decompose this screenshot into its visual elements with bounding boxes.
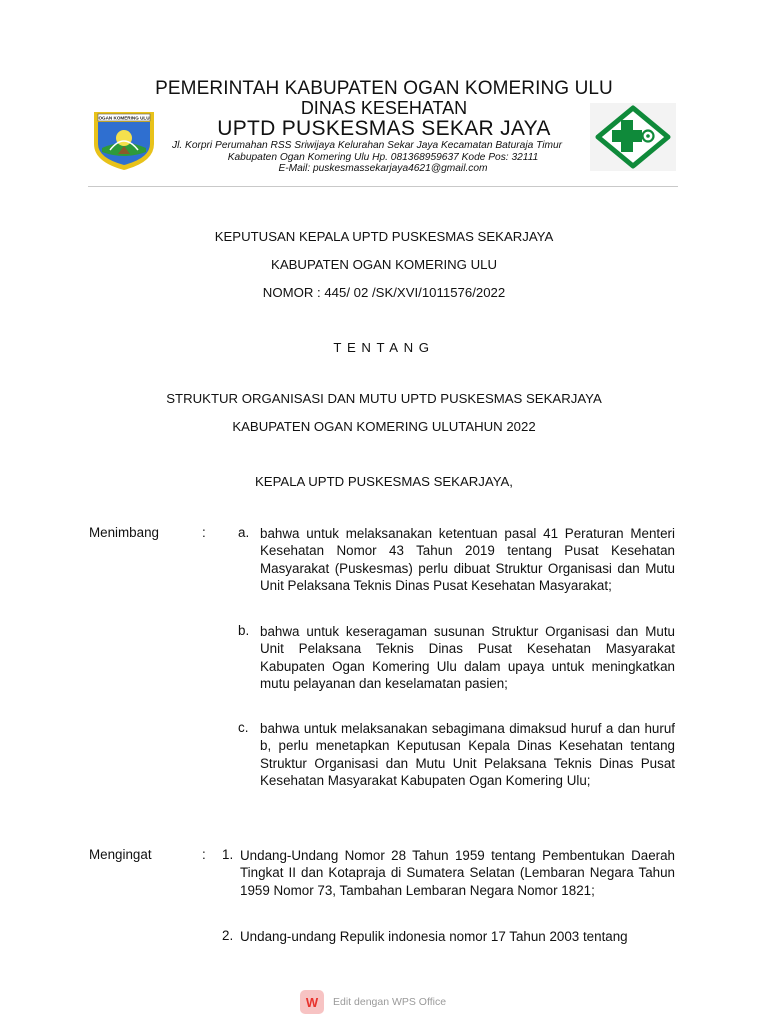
decree-number: NOMOR : 445/ 02 /SK/XVI/1011576/2022: [262, 285, 506, 300]
decree-subject: STRUKTUR ORGANISASI DAN MUTU UPTD PUSKESMAS SEKARJAYA: [166, 391, 602, 406]
clause-marker: 2.: [222, 928, 234, 943]
clause-text: Undang-Undang Nomor 28 Tahun 1959 tentang Pembentukan Daerah Tingkat II dan Kotapraja di Sumatera Selatan (Lembaran Negara Tahun 1959 Nomor 73, Tambahan Lembaran Negara Nomor 1821;: [240, 848, 675, 898]
emblem-ribbon-text: OGAN KOMERING ULU: [98, 115, 150, 121]
clause-text: bahwa untuk keseragaman susunan Struktur Organisasi dan Mutu Unit Pelaksana Teknis Dinas Pusat Kesehatan Masyarakat Kabupaten Ogan Komering Ulu dalam upaya untuk meningkatkan mutu pelayanan dan keselamatan pasien;: [260, 624, 675, 692]
department-name: DINAS KESEHATAN: [300, 98, 468, 118]
clause-text: bahwa untuk melaksanakan ketentuan pasal 41 Peraturan Menteri Kesehatan Nomor 43 Tahun 2019 tentang Pusat Kesehatan Masyarakat (Puskesmas) perlu dibuat Struktur Organisasi dan Mutu Unit Pelaksana Teknis Dinas Pusat Kesehatan Masyarakat;: [260, 526, 675, 594]
decree-subject-region: KABUPATEN OGAN KOMERING ULUTAHUN 2022: [232, 419, 536, 434]
address-line: Jl. Korpri Perumahan RSS Sriwijaya Kelurahan Sekar Jaya Kecamatan Baturaja Timur: [172, 140, 563, 151]
decree-title: KEPUTUSAN KEPALA UPTD PUSKESMAS SEKARJAYA: [214, 229, 554, 244]
menimbang-colon: :: [202, 525, 206, 540]
wps-office-icon[interactable]: [300, 990, 324, 1014]
letterhead-divider: [88, 186, 678, 187]
email-line: E-Mail: puskesmassekarjaya4621@gmail.com: [278, 163, 488, 174]
authority-heading: KEPALA UPTD PUSKESMAS SEKARJAYA,: [255, 474, 513, 489]
wps-edit-link[interactable]: Edit dengan WPS Office: [333, 996, 447, 1008]
mengingat-label: Mengingat: [89, 847, 152, 862]
clause-marker: 1.: [222, 847, 234, 862]
tentang-heading: TENTANG: [333, 340, 435, 355]
menimbang-label: Menimbang: [89, 525, 159, 540]
clause-marker: c.: [238, 720, 249, 735]
government-name: PEMERINTAH KABUPATEN OGAN KOMERING ULU: [155, 78, 613, 99]
contact-line: Kabupaten Ogan Komering Ulu Hp. 081368959637 Kode Pos: 32111: [227, 152, 539, 163]
mengingat-colon: :: [202, 847, 206, 862]
institution-name: UPTD PUSKESMAS SEKAR JAYA: [217, 117, 551, 140]
clause-text: bahwa untuk melaksanakan sebagimana dimaksud huruf a dan huruf b, perlu menetapkan Keputusan Kepala Dinas Kesehatan tentang Struktur Organisasi dan Mutu Unit Pelaksana Teknis Dinas Pusat Kesehatan Masyarakat Kabupaten Ogan Komering Ulu;: [260, 721, 675, 789]
wps-logo-glyph: W: [305, 995, 319, 1010]
clause-marker: b.: [238, 623, 250, 638]
clause-marker: a.: [238, 525, 250, 540]
clause-text: Undang-undang Repulik indonesia nomor 17 Tahun 2003 tentang: [240, 929, 628, 944]
decree-region: KABUPATEN OGAN KOMERING ULU: [271, 257, 497, 272]
wps-logo-icon: [300, 990, 324, 1014]
